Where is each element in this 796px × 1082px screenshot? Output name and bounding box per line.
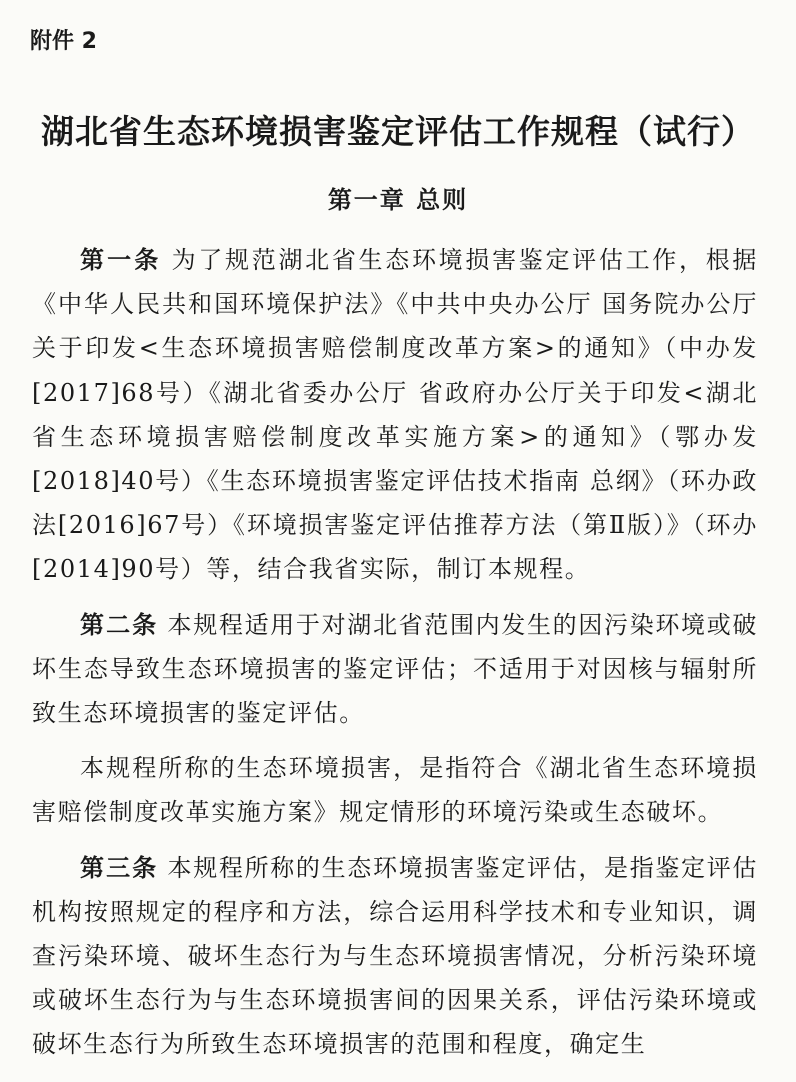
document-title: 湖北省生态环境损害鉴定评估工作规程（试行） bbox=[41, 112, 755, 151]
article-text: 为了规范湖北省生态环境损害鉴定评估工作，根据《中华人民共和国环境保护法》《中共中央办公厅 国务院办公厅关于印发<生态环境损害赔偿制度改革方案>的通知》（中办发[2017]68号）《湖北省委办公厅 省政府办公厅关于印发<湖北省生态环境损害赔偿制度改革实施方案>的通知》（鄂办发[2018]40号）《生态环境损害鉴定评估技术指南 总纲》（环办政法[2016]67号）《环境损害鉴定评估推荐方法（第Ⅱ版）》（环办[2014]90号）等，结合我省实际，制订本规程。 bbox=[32, 246, 758, 584]
article-2-paragraph bbox=[32, 603, 758, 736]
article-3-paragraph bbox=[32, 846, 758, 1067]
article-label: 第二条 bbox=[80, 610, 159, 639]
paragraph-text: 本规程所称的生态环境损害，是指符合《湖北省生态环境损害赔偿制度改革实施方案》规定情形的环境污染或生态破坏。 bbox=[32, 754, 758, 827]
article-text: 本规程所称的生态环境损害鉴定评估，是指鉴定评估机构按照规定的程序和方法，综合运用科学技术和专业知识，调查污染环境、破坏生态行为与生态环境损害情况，分析污染环境或破坏生态行为与生态环境损害间的因果关系，评估污染环境或破坏生态行为所致生态环境损害的范围和程度，确定生 bbox=[32, 853, 759, 1059]
article-1-paragraph bbox=[32, 238, 758, 592]
document-body bbox=[32, 238, 758, 1078]
article-label: 第一条 bbox=[80, 246, 162, 274]
definition-paragraph bbox=[32, 746, 758, 834]
article-text: 本规程适用于对湖北省范围内发生的因污染环境或破坏生态导致生态环境损害的鉴定评估；不适用于对因核与辐射所致生态环境损害的鉴定评估。 bbox=[32, 610, 759, 728]
chapter-heading: 第一章 总则 bbox=[327, 186, 469, 214]
article-label: 第三条 bbox=[80, 853, 159, 882]
attachment-label: 附件 2 bbox=[30, 29, 97, 54]
